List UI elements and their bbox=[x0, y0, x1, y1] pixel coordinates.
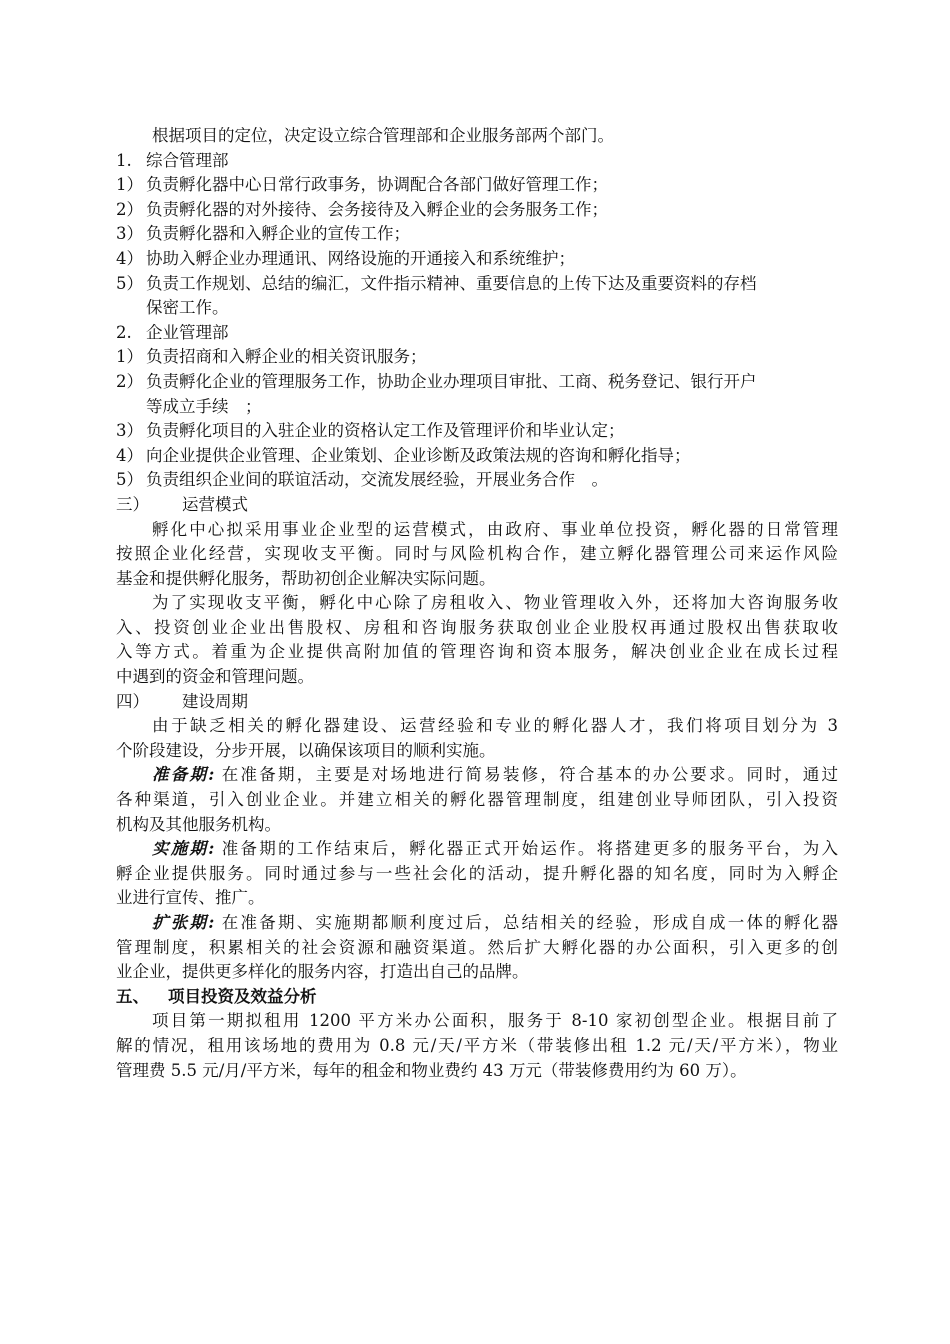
list-item-number: 1） bbox=[116, 347, 143, 367]
paragraph-line: 管理制度，积累相关的社会资源和融资渠道。然后扩大孵化器的办公面积，引入更多的创 bbox=[116, 937, 838, 957]
phase-expand-text: 在准备期、实施期都顺利度过后，总结相关的经验，形成自成一体的孵化器 bbox=[214, 913, 838, 932]
paragraph-line: 机构及其他服务机构。 bbox=[116, 814, 281, 834]
section3-number: 三） bbox=[116, 494, 149, 514]
section4-title: 建设周期 bbox=[182, 691, 248, 711]
dept1-title: 综合管理部 bbox=[146, 150, 229, 170]
phase-impl-text: 准备期的工作结束后，孵化器正式开始运作。将搭建更多的服务平台，为入 bbox=[214, 839, 838, 859]
section5-heading bbox=[116, 985, 838, 1010]
list-item-continuation: 保密工作。 bbox=[146, 298, 229, 318]
list-item bbox=[116, 272, 838, 297]
document-page bbox=[116, 124, 838, 1083]
list-item-text: 负责孵化器的对外接待、会务接待及入孵企业的会务服务工作； bbox=[146, 199, 608, 219]
section5-number: 五、 bbox=[116, 986, 149, 1006]
list-item-text: 协助入孵企业办理通讯、网络设施的开通接入和系统维护； bbox=[146, 248, 575, 268]
list-item bbox=[116, 419, 838, 444]
list-item-text: 负责孵化器中心日常行政事务，协调配合各部门做好管理工作； bbox=[146, 175, 608, 195]
paragraph-line: 管理费 5.5 元/月/平方米，每年的租金和物业费约 43 万元（带装修费用约为 60 万）。 bbox=[116, 1060, 747, 1080]
section4-number: 四） bbox=[116, 691, 149, 711]
list-item-text: 负责孵化项目的入驻企业的资格认定工作及管理评价和毕业认定； bbox=[146, 421, 625, 441]
paragraph-line: 项目第一期拟租用 1200 平方米办公面积，服务于 8-10 家初创型企业。根据目前了 bbox=[152, 1011, 838, 1031]
dept2-heading bbox=[116, 321, 838, 346]
paragraph-line: 各种渠道，引入创业企业。并建立相关的孵化器管理制度，组建创业导师团队，引入投资 bbox=[116, 790, 838, 810]
phase-impl-line bbox=[116, 837, 838, 862]
paragraph-line: 入、投资创业企业出售股权、房租和咨询服务获取创业企业股权再通过股权出售获取收 bbox=[116, 617, 838, 637]
list-item bbox=[116, 173, 838, 198]
paragraph-line: 业进行宣传、推广。 bbox=[116, 888, 265, 908]
list-item-number: 3） bbox=[116, 421, 143, 441]
list-item-text: 负责组织企业间的联谊活动，交流发展经验，开展业务合作 。 bbox=[146, 470, 608, 490]
paragraph-line: 孵化中心拟采用事业企业型的运营模式，由政府、事业单位投资，孵化器的日常管理 bbox=[152, 519, 838, 539]
dept2-title: 企业管理部 bbox=[146, 322, 229, 342]
list-item bbox=[116, 222, 838, 247]
section3-heading bbox=[116, 493, 838, 518]
paragraph-line: 为了实现收支平衡，孵化中心除了房租收入、物业管理收入外，还将加大咨询服务收 bbox=[152, 593, 838, 613]
list-item-number: 4） bbox=[116, 248, 143, 268]
list-item-number: 2） bbox=[116, 371, 143, 391]
list-item bbox=[116, 198, 838, 223]
paragraph-line: 基金和提供孵化服务，帮助初创企业解决实际问题。 bbox=[116, 568, 496, 588]
paragraph-line: 个阶段建设，分步开展，以确保该项目的顺利实施。 bbox=[116, 740, 496, 760]
paragraph-line: 中遇到的资金和管理问题。 bbox=[116, 667, 314, 687]
dept1-number: 1. bbox=[116, 150, 132, 170]
paragraph-line: 入等方式。着重为企业提供高附加值的管理咨询和资本服务，解决创业企业在成长过程 bbox=[116, 642, 838, 662]
list-item bbox=[116, 468, 838, 493]
list-item-number: 2） bbox=[116, 199, 143, 219]
paragraph-line: 孵企业提供服务。同时通过参与一些社会化的活动，提升孵化器的知名度，同时为入孵企 bbox=[116, 863, 838, 883]
phase-prep-label: 准备期: bbox=[152, 765, 215, 785]
phase-prep-line bbox=[116, 763, 838, 788]
list-item-text: 负责孵化企业的管理服务工作，协助企业办理项目审批、工商、税务登记、银行开户 bbox=[146, 371, 757, 391]
list-item bbox=[116, 247, 838, 272]
dept2-number: 2. bbox=[116, 322, 132, 342]
phase-prep-text: 在准备期，主要是对场地进行简易装修，符合基本的办公要求。同时，通过 bbox=[214, 765, 838, 785]
list-item bbox=[116, 444, 838, 469]
list-item bbox=[116, 345, 838, 370]
section5-title: 项目投资及效益分析 bbox=[168, 986, 317, 1006]
list-item-text: 负责招商和入孵企业的相关资讯服务； bbox=[146, 347, 427, 367]
list-item bbox=[116, 370, 838, 395]
list-item-text: 负责孵化器和入孵企业的宣传工作； bbox=[146, 224, 410, 244]
intro-paragraph: 根据项目的定位，决定设立综合管理部和企业服务部两个部门。 bbox=[152, 126, 614, 145]
section4-heading bbox=[116, 690, 838, 715]
list-item-number: 5） bbox=[116, 273, 143, 293]
phase-expand-label: 扩张期: bbox=[152, 913, 215, 932]
list-item-text: 负责工作规划、总结的编汇，文件指示精神、重要信息的上传下达及重要资料的存档 bbox=[146, 273, 757, 293]
phase-expand-line bbox=[116, 911, 838, 936]
list-item-continuation: 等成立手续 ； bbox=[146, 396, 262, 416]
list-item-number: 3） bbox=[116, 224, 143, 244]
paragraph-line: 按照企业化经营，实现收支平衡。同时与风险机构合作，建立孵化器管理公司来运作风险 bbox=[116, 544, 838, 564]
list-item-number: 5） bbox=[116, 470, 143, 490]
list-item-text: 向企业提供企业管理、企业策划、企业诊断及政策法规的咨询和孵化指导； bbox=[146, 445, 691, 465]
list-item-number: 1） bbox=[116, 175, 143, 195]
paragraph-line: 业企业，提供更多样化的服务内容，打造出自己的品牌。 bbox=[116, 962, 529, 982]
phase-impl-label: 实施期: bbox=[152, 839, 215, 859]
paragraph-line: 由于缺乏相关的孵化器建设、运营经验和专业的孵化器人才，我们将项目划分为 3 bbox=[152, 716, 838, 736]
list-item-number: 4） bbox=[116, 445, 143, 465]
paragraph-line: 解的情况，租用该场地的费用为 0.8 元/天/平方米（带装修出租 1.2 元/天/平方米），物业 bbox=[116, 1035, 838, 1055]
dept1-heading bbox=[116, 149, 838, 174]
section3-title: 运营模式 bbox=[182, 494, 248, 514]
